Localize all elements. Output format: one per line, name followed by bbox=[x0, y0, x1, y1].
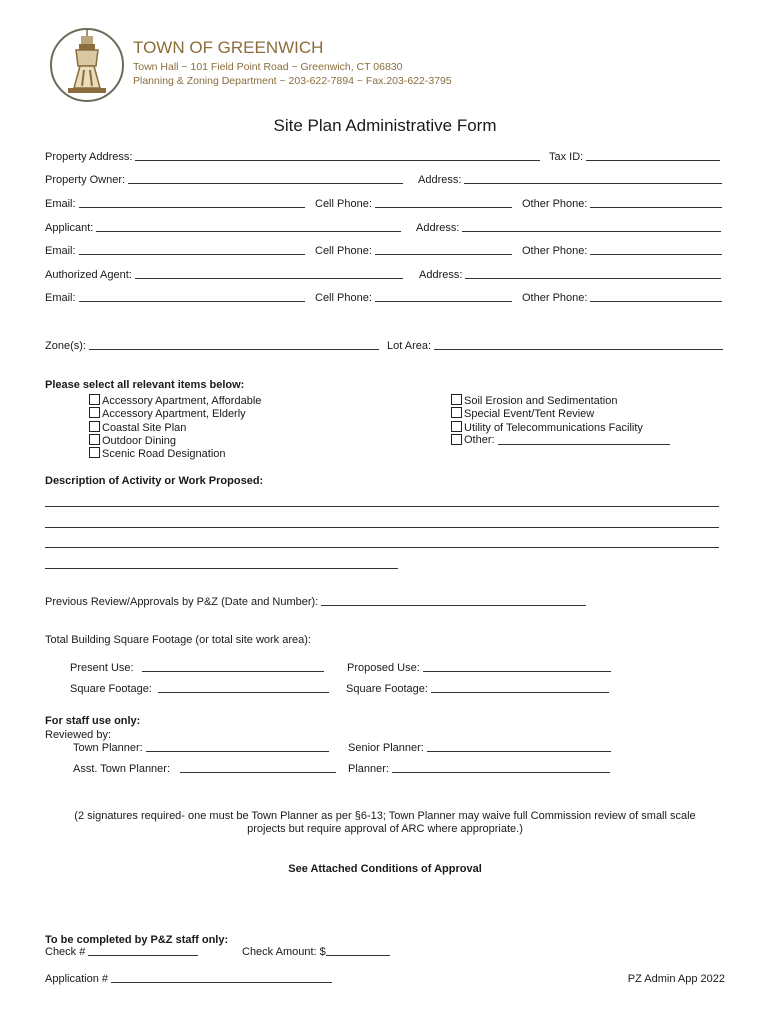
other-input[interactable] bbox=[498, 443, 670, 445]
description-line[interactable] bbox=[45, 505, 719, 507]
check-amount-label: Check Amount: $ bbox=[242, 946, 326, 958]
check-amount-field[interactable] bbox=[242, 946, 390, 958]
applicant-email-field[interactable] bbox=[45, 245, 305, 257]
property-owner-input[interactable] bbox=[128, 182, 403, 184]
planner-field[interactable] bbox=[348, 763, 610, 775]
owner-cell-input[interactable] bbox=[375, 206, 512, 208]
checkbox-label: Outdoor Dining bbox=[102, 434, 176, 447]
owner-address-field[interactable] bbox=[418, 174, 722, 186]
owner-address-label: Address: bbox=[418, 174, 462, 186]
proposed-sqft-field[interactable] bbox=[346, 683, 609, 695]
conditions-notice: See Attached Conditions of Approval bbox=[288, 863, 482, 875]
checkbox-square[interactable] bbox=[89, 421, 100, 432]
present-use-field[interactable] bbox=[70, 662, 324, 674]
checkbox-square[interactable] bbox=[451, 421, 462, 432]
check-number-label: Check # bbox=[45, 946, 86, 958]
checkbox-square[interactable] bbox=[89, 407, 100, 418]
tax-id-input[interactable] bbox=[586, 159, 720, 161]
agent-other-phone-field[interactable] bbox=[522, 292, 722, 304]
checkbox-item[interactable] bbox=[89, 447, 261, 460]
agent-cell-input[interactable] bbox=[375, 300, 512, 302]
town-seal-logo bbox=[48, 26, 126, 104]
description-line[interactable] bbox=[45, 526, 719, 528]
agent-other-phone-input[interactable] bbox=[590, 300, 722, 302]
reviewed-by-label: Reviewed by: bbox=[45, 729, 112, 741]
checkbox-label: Scenic Road Designation bbox=[102, 448, 226, 461]
agent-address-field[interactable] bbox=[419, 269, 721, 281]
agent-label: Authorized Agent: bbox=[45, 269, 132, 281]
owner-cell-label: Cell Phone: bbox=[315, 198, 372, 210]
town-planner-input[interactable] bbox=[146, 750, 329, 752]
applicant-address-input[interactable] bbox=[462, 230, 721, 232]
senior-planner-label: Senior Planner: bbox=[348, 742, 424, 754]
checkbox-square[interactable] bbox=[89, 434, 100, 445]
checkbox-label: Accessory Apartment, Elderly bbox=[102, 408, 246, 421]
checkbox-label: Other: bbox=[464, 433, 495, 446]
agent-email-input[interactable] bbox=[79, 300, 305, 302]
senior-planner-field[interactable] bbox=[348, 742, 611, 754]
applicant-input[interactable] bbox=[96, 230, 401, 232]
planner-input[interactable] bbox=[392, 771, 610, 773]
previous-approvals-label: Previous Review/Approvals by P&Z (Date and Number): bbox=[45, 596, 319, 608]
applicant-cell-input[interactable] bbox=[375, 253, 512, 255]
owner-other-phone-input[interactable] bbox=[590, 206, 722, 208]
application-number-field[interactable] bbox=[45, 973, 332, 985]
senior-planner-input[interactable] bbox=[427, 750, 611, 752]
tax-id-label: Tax ID: bbox=[549, 151, 584, 163]
property-owner-label: Property Owner: bbox=[45, 174, 126, 186]
agent-other-phone-label: Other Phone: bbox=[522, 292, 588, 304]
owner-other-phone-field[interactable] bbox=[522, 198, 722, 210]
signature-note-line1: (2 signatures required- one must be Town Planner as per §6-13; Town Planner may waive full Commission review of small scale bbox=[74, 810, 696, 822]
checkbox-item[interactable] bbox=[451, 407, 670, 420]
zones-label: Zone(s): bbox=[45, 340, 86, 352]
property-owner-field[interactable] bbox=[45, 174, 403, 186]
applicant-other-phone-input[interactable] bbox=[590, 253, 722, 255]
org-name: TOWN OF GREENWICH bbox=[133, 38, 324, 57]
checkbox-item[interactable] bbox=[89, 421, 261, 434]
property-address-input[interactable] bbox=[135, 159, 540, 161]
applicant-field[interactable] bbox=[45, 222, 401, 234]
checkbox-label: Soil Erosion and Sedimentation bbox=[464, 395, 618, 407]
description-line[interactable] bbox=[45, 567, 398, 569]
applicant-address-label: Address: bbox=[416, 222, 460, 234]
checkbox-square[interactable] bbox=[451, 434, 462, 445]
zones-field[interactable] bbox=[45, 340, 379, 352]
checkbox-label: Utility of Telecommunications Facility bbox=[464, 421, 643, 434]
header-address-line: Town Hall ~ 101 Field Point Road ~ Greenwich, CT 06830 bbox=[133, 61, 403, 73]
header-contact-line: Planning & Zoning Department ~ 203-622-7894 ~ Fax.203-622-3795 bbox=[133, 75, 452, 87]
check-amount-input[interactable] bbox=[326, 954, 390, 956]
proposed-sqft-input[interactable] bbox=[431, 691, 609, 693]
applicant-cell-field[interactable] bbox=[315, 245, 512, 257]
property-address-field[interactable] bbox=[45, 151, 540, 163]
checkbox-item[interactable] bbox=[451, 421, 670, 434]
town-planner-label: Town Planner: bbox=[73, 742, 143, 754]
asst-town-planner-field[interactable] bbox=[73, 763, 336, 775]
owner-email-input[interactable] bbox=[79, 206, 305, 208]
agent-cell-label: Cell Phone: bbox=[315, 292, 372, 304]
owner-address-input[interactable] bbox=[464, 182, 722, 184]
agent-cell-field[interactable] bbox=[315, 292, 512, 304]
present-use-input[interactable] bbox=[142, 670, 324, 672]
checkbox-square[interactable] bbox=[451, 407, 462, 418]
footage-heading: Total Building Square Footage (or total site work area): bbox=[45, 634, 311, 646]
checkbox-item[interactable] bbox=[89, 434, 261, 447]
planner-label: Planner: bbox=[348, 763, 389, 775]
proposed-sqft-label: Square Footage: bbox=[346, 683, 428, 695]
agent-address-input[interactable] bbox=[465, 277, 721, 279]
lot-area-field[interactable] bbox=[387, 340, 723, 352]
checkbox-list-right bbox=[451, 394, 670, 447]
signature-note-line2: projects but require approval of ARC where appropriate.) bbox=[247, 823, 523, 835]
checkbox-item[interactable] bbox=[451, 394, 670, 407]
present-use-label: Present Use: bbox=[70, 662, 134, 674]
asst-town-planner-label: Asst. Town Planner: bbox=[73, 763, 171, 775]
checkbox-label: Accessory Apartment, Affordable bbox=[102, 395, 262, 407]
application-number-label: Application # bbox=[45, 973, 108, 985]
checkbox-square[interactable] bbox=[89, 447, 100, 458]
agent-input[interactable] bbox=[135, 277, 403, 279]
agent-email-label: Email: bbox=[45, 292, 76, 304]
owner-cell-field[interactable] bbox=[315, 198, 512, 210]
applicant-label: Applicant: bbox=[45, 222, 94, 234]
checkbox-item[interactable] bbox=[89, 394, 261, 407]
applicant-cell-label: Cell Phone: bbox=[315, 245, 372, 257]
previous-approvals-field[interactable] bbox=[45, 596, 586, 608]
checkbox-square[interactable] bbox=[89, 394, 100, 405]
zones-input[interactable] bbox=[89, 348, 379, 350]
select-heading: Please select all relevant items below: bbox=[45, 379, 245, 391]
previous-approvals-input[interactable] bbox=[321, 604, 586, 606]
check-number-input[interactable] bbox=[88, 954, 198, 956]
proposed-use-label: Proposed Use: bbox=[347, 662, 420, 674]
proposed-use-input[interactable] bbox=[423, 670, 611, 672]
owner-email-label: Email: bbox=[45, 198, 76, 210]
checkbox-square[interactable] bbox=[451, 394, 462, 405]
description-heading: Description of Activity or Work Proposed: bbox=[45, 475, 264, 487]
asst-town-planner-input[interactable] bbox=[180, 771, 336, 773]
description-line[interactable] bbox=[45, 546, 719, 548]
town-planner-field[interactable] bbox=[73, 742, 329, 754]
agent-email-field[interactable] bbox=[45, 292, 305, 304]
applicant-other-phone-field[interactable] bbox=[522, 245, 722, 257]
form-code: PZ Admin App 2022 bbox=[627, 973, 725, 985]
form-title: Site Plan Administrative Form bbox=[273, 116, 497, 135]
lot-area-input[interactable] bbox=[434, 348, 723, 350]
checkbox-item[interactable] bbox=[451, 434, 670, 447]
agent-address-label: Address: bbox=[419, 269, 463, 281]
application-number-input[interactable] bbox=[111, 981, 332, 983]
checkbox-label: Coastal Site Plan bbox=[102, 421, 187, 434]
owner-email-field[interactable] bbox=[45, 198, 305, 210]
pz-staff-heading: To be completed by P&Z staff only: bbox=[45, 934, 229, 946]
agent-field[interactable] bbox=[45, 269, 403, 281]
checkbox-label: Special Event/Tent Review bbox=[464, 408, 595, 421]
present-sqft-field[interactable] bbox=[70, 683, 329, 695]
applicant-email-input[interactable] bbox=[79, 253, 305, 255]
lot-area-label: Lot Area: bbox=[387, 340, 432, 352]
applicant-other-phone-label: Other Phone: bbox=[522, 245, 588, 257]
check-number-field[interactable] bbox=[45, 946, 198, 958]
checkbox-list-left bbox=[89, 394, 261, 460]
present-sqft-input[interactable] bbox=[158, 691, 329, 693]
tax-id-field[interactable] bbox=[549, 151, 720, 163]
present-sqft-label: Square Footage: bbox=[70, 683, 152, 695]
proposed-use-field[interactable] bbox=[347, 662, 611, 674]
property-address-label: Property Address: bbox=[45, 151, 133, 163]
checkbox-item[interactable] bbox=[89, 407, 261, 420]
owner-other-phone-label: Other Phone: bbox=[522, 198, 588, 210]
applicant-address-field[interactable] bbox=[416, 222, 721, 234]
applicant-email-label: Email: bbox=[45, 245, 76, 257]
staff-heading: For staff use only: bbox=[45, 715, 141, 727]
